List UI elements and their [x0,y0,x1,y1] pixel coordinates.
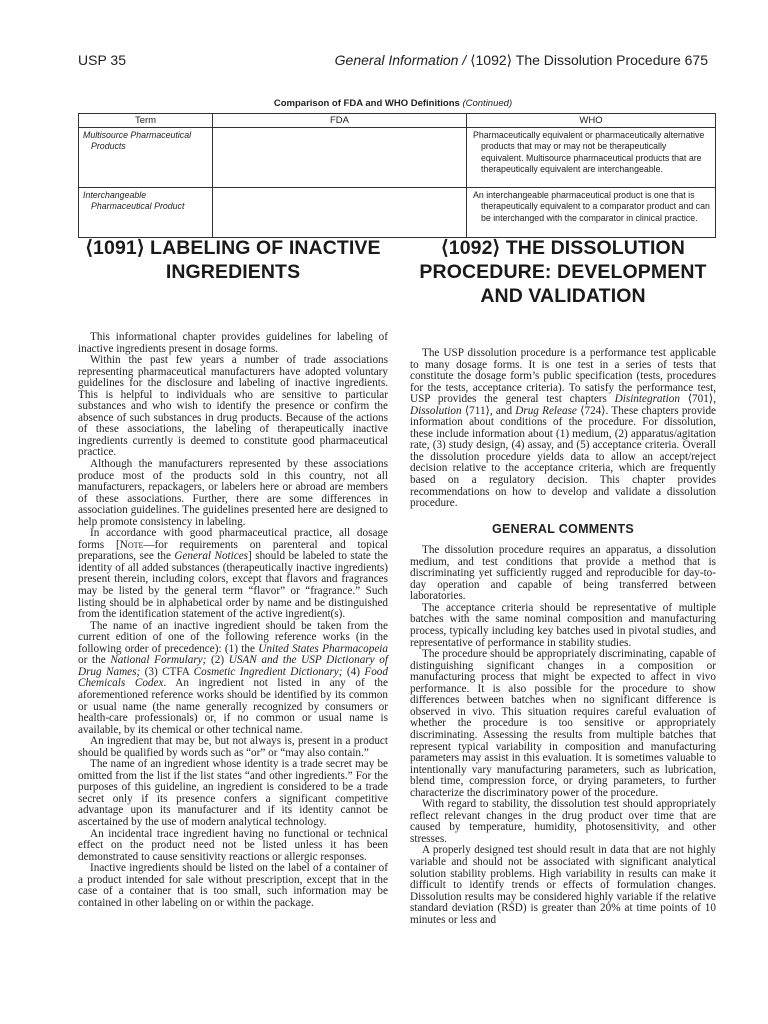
who-cell: An interchangeable pharmaceutical product is one that is therapeutically equivalent to a comparator product and can be interchanged with the comparator in clinical practice. [467,188,716,238]
paragraph: The USP dissolution procedure is a performance test applicable to many dosage forms. It is one test in a series of tests that constitute the dosage form’s public specification (tests, procedures for the tests, acceptance criteria). To satisfy the performance test, USP provides the general test chapters Disintegration ⟨701⟩, Dissolution ⟨711⟩, and Drug Release ⟨724⟩. These chapters provide information about conditions of the procedure. For dissolution, these include information about (1) medium, (2) apparatus/agitation rate, (3) study design, (4) assay, and (5) acceptance criteria. Overall the dissolution procedure yields data to allow an accept/reject decision relative to the acceptance criteria, which are frequently based on a regulatory decision. This chapter provides recommendations on how to develop and validate a dissolution procedure. [410,347,716,510]
paragraph: An ingredient that may be, but not always is, present in a product should be qualified by words such as “or” or “may also contain.” [78,735,388,759]
table-row [79,188,716,238]
paragraph: The name of an ingredient whose identity is a trade secret may be omitted from the list if the list states “and other ingredients.” For the purposes of this guideline, an ingredient is considered to be a trade secret only if its presence confers a significant competitive advantage upon its manufacturer and if its identity cannot be ascertained by the use of modern analytical technology. [78,758,388,828]
running-head-right: General Information / ⟨1092⟩ The Dissolution Procedure 675 [334,52,708,68]
right-column [410,236,716,926]
paragraph: An incidental trace ingredient having no functional or technical effect on the product need not be listed unless it has been demonstrated to cause sensitivity reactions or allergic responses. [78,827,388,863]
chapter-title-1092: ⟨1092⟩ THE DISSOLUTION PROCEDURE: DEVELOPMENT AND VALIDATION [419,237,707,307]
who-cell: Pharmaceutically equivalent or pharmaceutically alternative products that may or may not be therapeutically equivalent. Multisource pharmaceutical products that are therapeutically equivalent are interchangeable. [467,128,716,188]
paragraph: Inactive ingredients should be listed on the label of a container of a product intended for sale without prescription, except that in the case of a container that is too small, such information may be contained in other labeling on or within the package. [78,862,388,909]
fda-cell [213,128,467,188]
paragraph: With regard to stability, the dissolution test should appropriately reflect relevant changes in the drug product over time that are caused by temperature, humidity, photosensitivity, and other stresses. [410,798,716,845]
fda-cell [213,188,467,238]
column-header-who: WHO [467,114,716,128]
column-header-term: Term [79,114,213,128]
paragraph: In accordance with good pharmaceutical practice, all dosage forms [Note—for requirements on parenteral and topical preparations, see the General Notices] should be labeled to state the identity of all added substances (therapeutically inactive ingredients) present therein, including colors, except that flavors and fragrances may be listed by the general term “flavor” or “fragrance.” Such listing should be in alphabetical order by name and be distinguished from the identification statement of the active ingredient(s). [78,527,389,621]
paragraph: The dissolution procedure requires an apparatus, a dissolution medium, and test conditions that provide a method that is discriminating yet sufficiently rugged and reproducible for day-to-day operation and capable of being transferred between laboratories. [410,544,716,603]
table-row [79,128,716,188]
running-head-left: USP 35 [78,52,126,68]
comparison-table [78,113,716,238]
paragraph: Within the past few years a number of trade associations representing pharmaceutical manufacturers have adopted voluntary guidelines for the disclosure and labeling of inactive ingredients. This is helpful to individuals who are sensitive to particular substances and who wish to identify the presence or confirm the absence of such substances in drug products. Because of the actions of these associations, the labeling of therapeutically inactive ingredients currently is deemed to constitute good pharmaceutical practice. [78,354,388,459]
section-heading: GENERAL COMMENTS [491,521,635,536]
paragraph: A properly designed test should result in data that are not highly variable and should not be associated with significant analytical solution stability problems. High variability in results can make it difficult to identify trends or effects of formulation changes. Dissolution results may be considered highly variable if the relative standard deviation (RSD) is greater than 20% at time points of 10 minutes or less and [410,844,716,926]
chapter-title-1091: ⟨1091⟩ LABELING OF INACTIVE INGREDIENTS [85,237,381,283]
table-header-row [79,114,716,128]
term-cell: Interchangeable Pharmaceutical Product [79,188,213,238]
paragraph: The name of an inactive ingredient should be taken from the current edition of one of the following reference works (in the following order of precedence): (1) the United States Pharmacopeia or the National Formulary; (2) USAN and the USP Dictionary of Drug Names; (3) CTFA Cosmetic Ingredient Dictionary; (4) Food Chemicals Codex. An ingredient not listed in any of the aforementioned reference works should be identified by its common or usual name (the name generally recognized by consumers or health-care professionals) or, if no common or usual name is available, by its chemical or other technical name. [78,619,388,736]
left-column [78,236,388,909]
column-header-fda: FDA [213,114,467,128]
page-number: 675 [684,52,708,68]
paragraph: The acceptance criteria should be representative of multiple batches with the same nominal composition and manufacturing process, typically including key batches used in pivotal studies, and representative of performance in stability studies. [410,601,716,649]
table-caption: Comparison of FDA and WHO Definitions (Continued) [273,98,513,109]
term-cell: Multisource Pharmaceutical Products [79,128,213,188]
paragraph: This informational chapter provides guidelines for labeling of inactive ingredients present in dosage forms. [78,331,388,355]
paragraph: Although the manufacturers represented by these associations produce most of the products sold in this country, not all manufacturers, repackagers, or labelers here or abroad are members of these associations. Further, there are some differences in association guidelines. The guidelines presented here are designed to help promote consistency in labeling. [78,458,388,528]
paragraph: The procedure should be appropriately discriminating, capable of distinguishing significant changes in a composition or manufacturing process that might be expected to affect in vivo performance. It is also possible for the procedure to show differences between batches when no significant difference is observed in vivo. This situation requires careful evaluation of whether the procedure is too sensitive or appropriately discriminating. Assessing the results from multiple batches that represent typical variability in composition and manufacturing parameters may assist in this evaluation. It is sometimes valuable to intentionally vary manufacturing parameters, such as lubrication, blend time, compression force, or drying parameters, to further characterize the discriminatory power of the procedure. [410,648,716,799]
